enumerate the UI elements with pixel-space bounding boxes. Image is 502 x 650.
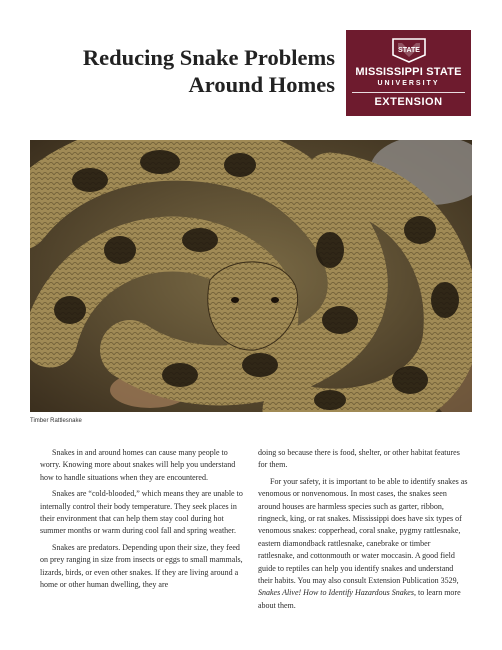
logo-divider [352,92,465,93]
publication-title: Snakes Alive! How to Identify Hazardous Snakes [258,588,414,598]
body-paragraph: Snakes are predators. Depending upon their size, they feed on prey ranging in size from insects or eggs to small mammals, lizards, birds, or even other snakes. If they are living around a home or other human dwelling, they are [40,542,243,590]
body-paragraph: Snakes in and around homes can cause many people to worry. Knowing more about snakes will help you understand how to handle situations when they are encountered. [40,448,236,482]
body-paragraph-continuation: doing so because there is food, shelter, or other habitat features for them. [258,448,460,470]
body-text: For your safety, it is important to be able to identify snakes as venomous or nonvenomous. In most cases, the snakes seen around houses are harmless species such as garter, ribbon, ringneck, king, or rat snakes. Mississippi does have six types of venomous snakes: copperhead, coral snake, pygmy rattlesnake, eastern diamondback rattlesnake, canebrake or timber rattlesnake, and cottonmouth or water moccasin. A good field guide to reptiles can help you identify snakes and understand their habits. You may also consult Extension Publication 3529, [258,476,468,586]
body-text-end: , to learn more about them. [258,588,461,610]
msu-seal-icon [389,37,429,63]
body-column-left [40,447,246,595]
photo-caption: Timber Rattlesnake [30,418,82,424]
body-column-right [258,447,468,616]
timber-rattlesnake-image [30,140,472,412]
title-line-2: Around Homes [188,72,335,97]
title-line-1: Reducing Snake Problems [82,45,335,70]
msu-extension-logo [346,30,471,116]
body-paragraph [258,476,468,612]
logo-university-word: UNIVERSITY [377,80,440,87]
logo-university-name: MISSISSIPPI STATE [355,66,462,78]
body-paragraph: Snakes are “cold-blooded,” which means they are unable to internally control their body temperature. They seek places in their environment that can help them stay cool during hot summer months or warm during cool fall and spring weather. [40,489,243,536]
page-title [40,44,335,98]
logo-extension: EXTENSION [374,96,443,108]
seal-text: STATE [397,47,420,54]
snake-photo [30,140,472,412]
